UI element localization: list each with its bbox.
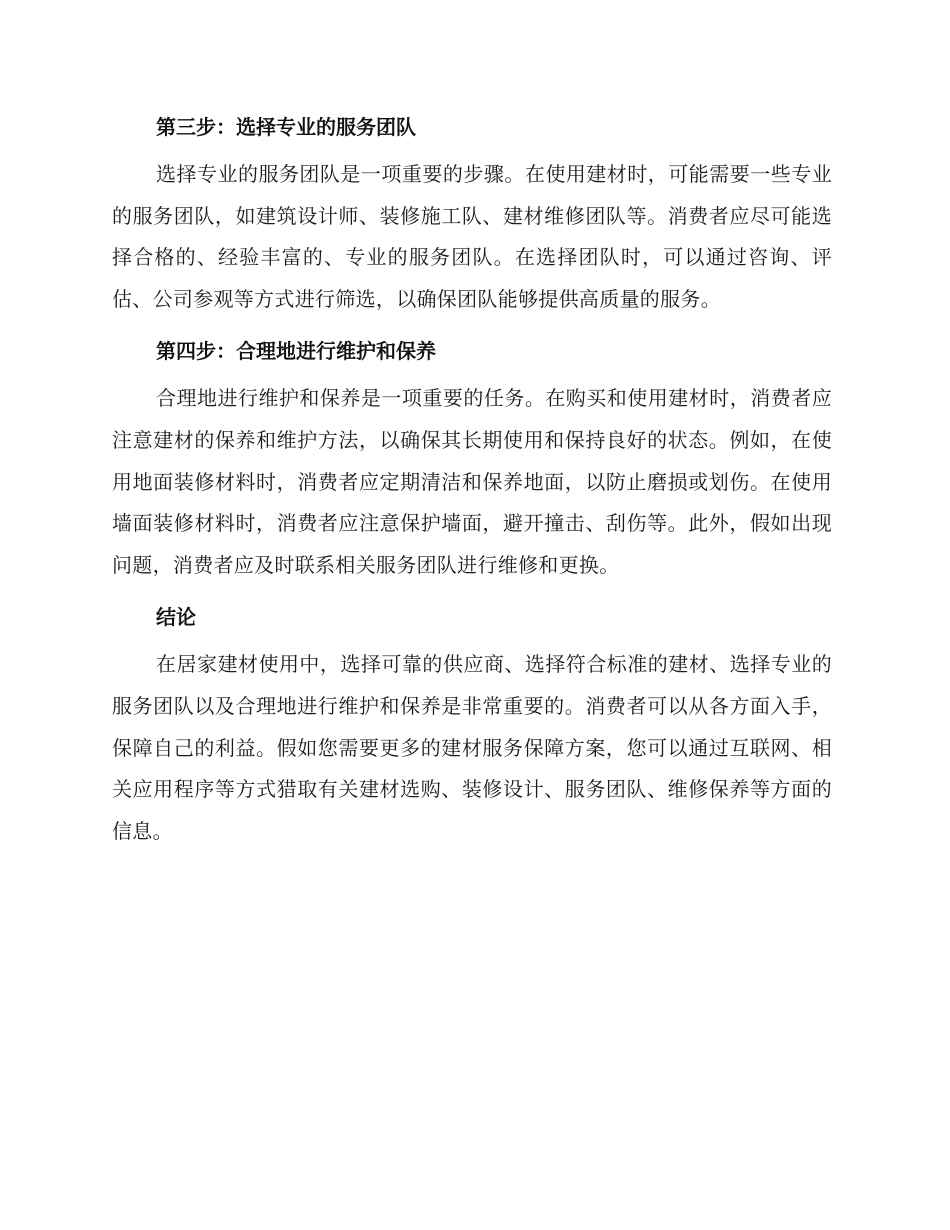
section-conclusion xyxy=(112,596,832,852)
section-paragraph: 在居家建材使用中，选择可靠的供应商、选择符合标准的建材、选择专业的服务团队以及合理地进行维护和保养是非常重要的。消费者可以从各方面入手，保障自己的利益。假如您需要更多的建材服务保障方案，您可以通过互联网、相关应用程序等方式猎取有关建材选购、装修设计、服务团队、维修保养等方面的信息。 xyxy=(112,652,832,843)
section-paragraph: 合理地进行维护和保养是一项重要的任务。在购买和使用建材时，消费者应注意建材的保养和维护方法，以确保其长期使用和保持良好的状态。例如，在使用地面装修材料时，消费者应定期清洁和保养地面，以防止磨损或划伤。在使用墙面装修材料时，消费者应注意保护墙面，避开撞击、刮伤等。此外，假如出现问题，消费者应及时联系相关服务团队进行维修和更换。 xyxy=(112,386,832,577)
section-step-three xyxy=(112,106,832,320)
section-heading: 结论 xyxy=(156,605,196,630)
section-heading: 第四步：合理地进行维护和保养 xyxy=(156,339,436,364)
section-paragraph: 选择专业的服务团队是一项重要的步骤。在使用建材时，可能需要一些专业的服务团队，如建筑设计师、装修施工队、建材维修团队等。消费者应尽可能选择合格的、经验丰富的、专业的服务团队。在选择团队时，可以通过咨询、评估、公司参观等方式进行筛选，以确保团队能够提供高质量的服务。 xyxy=(112,162,832,311)
section-heading: 第三步：选择专业的服务团队 xyxy=(156,115,416,139)
section-step-four xyxy=(112,330,832,586)
